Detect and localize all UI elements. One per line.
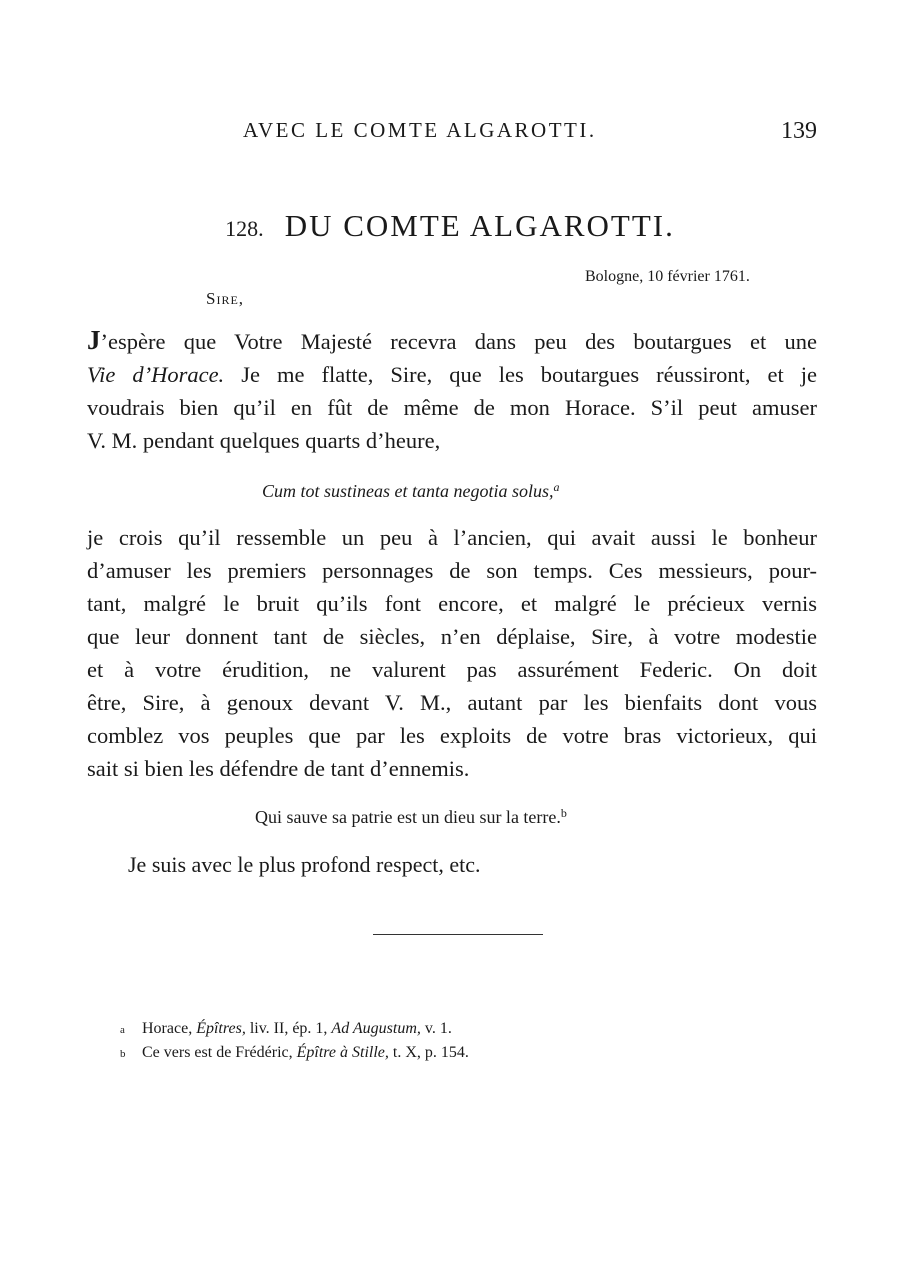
footnote-b xyxy=(120,1044,469,1062)
running-head xyxy=(0,118,900,148)
book-title-italic: Vie d’Horace. xyxy=(87,362,225,387)
paragraph-2-line-2: d’amuser les premiers personnages de son temps. Ces messieurs, pour- xyxy=(87,558,817,583)
footnote-text: t. X, p. 154. xyxy=(388,1044,469,1061)
footnote-text: v. 1. xyxy=(420,1020,452,1037)
footnote-a xyxy=(120,1020,452,1038)
paragraph-2-line-8: sait si bien les défendre de tant d’ennemis. xyxy=(87,756,470,781)
dateline: Bologne, 10 février 1761. xyxy=(585,268,750,285)
paragraph-2-line-3: tant, malgré le bruit qu’ils font encore, et malgré le précieux vernis xyxy=(87,591,817,616)
paragraph-1-line-1-text: ’espère que Votre Majesté recevra dans peu des boutargues et une xyxy=(100,329,817,354)
drop-cap: J xyxy=(87,325,101,355)
footnote-text: liv. II, ép. 1, xyxy=(245,1020,332,1037)
footnote-mark: a xyxy=(120,1024,125,1036)
paragraph-1-line-3: voudrais bien qu’il en fût de même de mon Horace. S’il peut amuser xyxy=(87,395,817,420)
paragraph-1-line-1 xyxy=(87,324,817,358)
paragraph-2-line-5: et à votre érudition, ne valurent pas assurément Federic. On doit xyxy=(87,657,817,682)
footnote-work-title: Épîtres, xyxy=(196,1020,246,1037)
verse-quote xyxy=(255,806,567,828)
latin-quote xyxy=(262,480,560,502)
footnote-work-title: Ad Augustum, xyxy=(331,1020,421,1037)
verse-quote-text: Qui sauve sa patrie est un dieu sur la terre. xyxy=(255,807,561,827)
paragraph-2-line-7: comblez vos peuples que par les exploits de votre bras victorieux, qui xyxy=(87,723,817,748)
letter-title: DU COMTE ALGAROTTI. xyxy=(284,208,675,243)
page-number: 139 xyxy=(781,118,817,144)
paragraph-1-line-2 xyxy=(87,358,817,391)
footnote-text: Horace, xyxy=(142,1020,197,1037)
footnote-work-title: Épître à Stille, xyxy=(296,1044,389,1061)
paragraph-2 xyxy=(87,521,817,785)
paragraph-2-line-4: que leur donnent tant de siècles, n’en déplaise, Sire, à votre modestie xyxy=(87,624,817,649)
closing-line: Je suis avec le plus profond respect, etc. xyxy=(128,852,481,877)
paragraph-2-line-6: être, Sire, à genoux devant V. M., autant par les bienfaits dont vous xyxy=(87,690,817,715)
footnote-mark: b xyxy=(120,1048,126,1060)
footnote-ref-b: b xyxy=(560,806,567,820)
paragraph-1-line-4: V. M. pendant quelques quarts d’heure, xyxy=(87,428,441,453)
running-title: AVEC LE COMTE ALGAROTTI. xyxy=(243,118,597,142)
paragraph-1 xyxy=(87,324,817,457)
footnote-divider xyxy=(373,934,543,935)
paragraph-1-line-2-text: Je me flatte, Sire, que les boutargues réussiront, et je xyxy=(224,362,817,387)
latin-quote-text: Cum tot sustineas et tanta negotia solus, xyxy=(262,481,554,501)
paragraph-2-line-1: je crois qu’il ressemble un peu à l’ancien, qui avait aussi le bonheur xyxy=(87,525,817,550)
footnote-text: Ce vers est de Frédéric, xyxy=(142,1044,297,1061)
letter-number: 128. xyxy=(225,216,264,241)
salutation: Sire, xyxy=(206,289,245,308)
footnote-ref-a: a xyxy=(553,480,560,494)
letter-heading xyxy=(0,208,900,244)
